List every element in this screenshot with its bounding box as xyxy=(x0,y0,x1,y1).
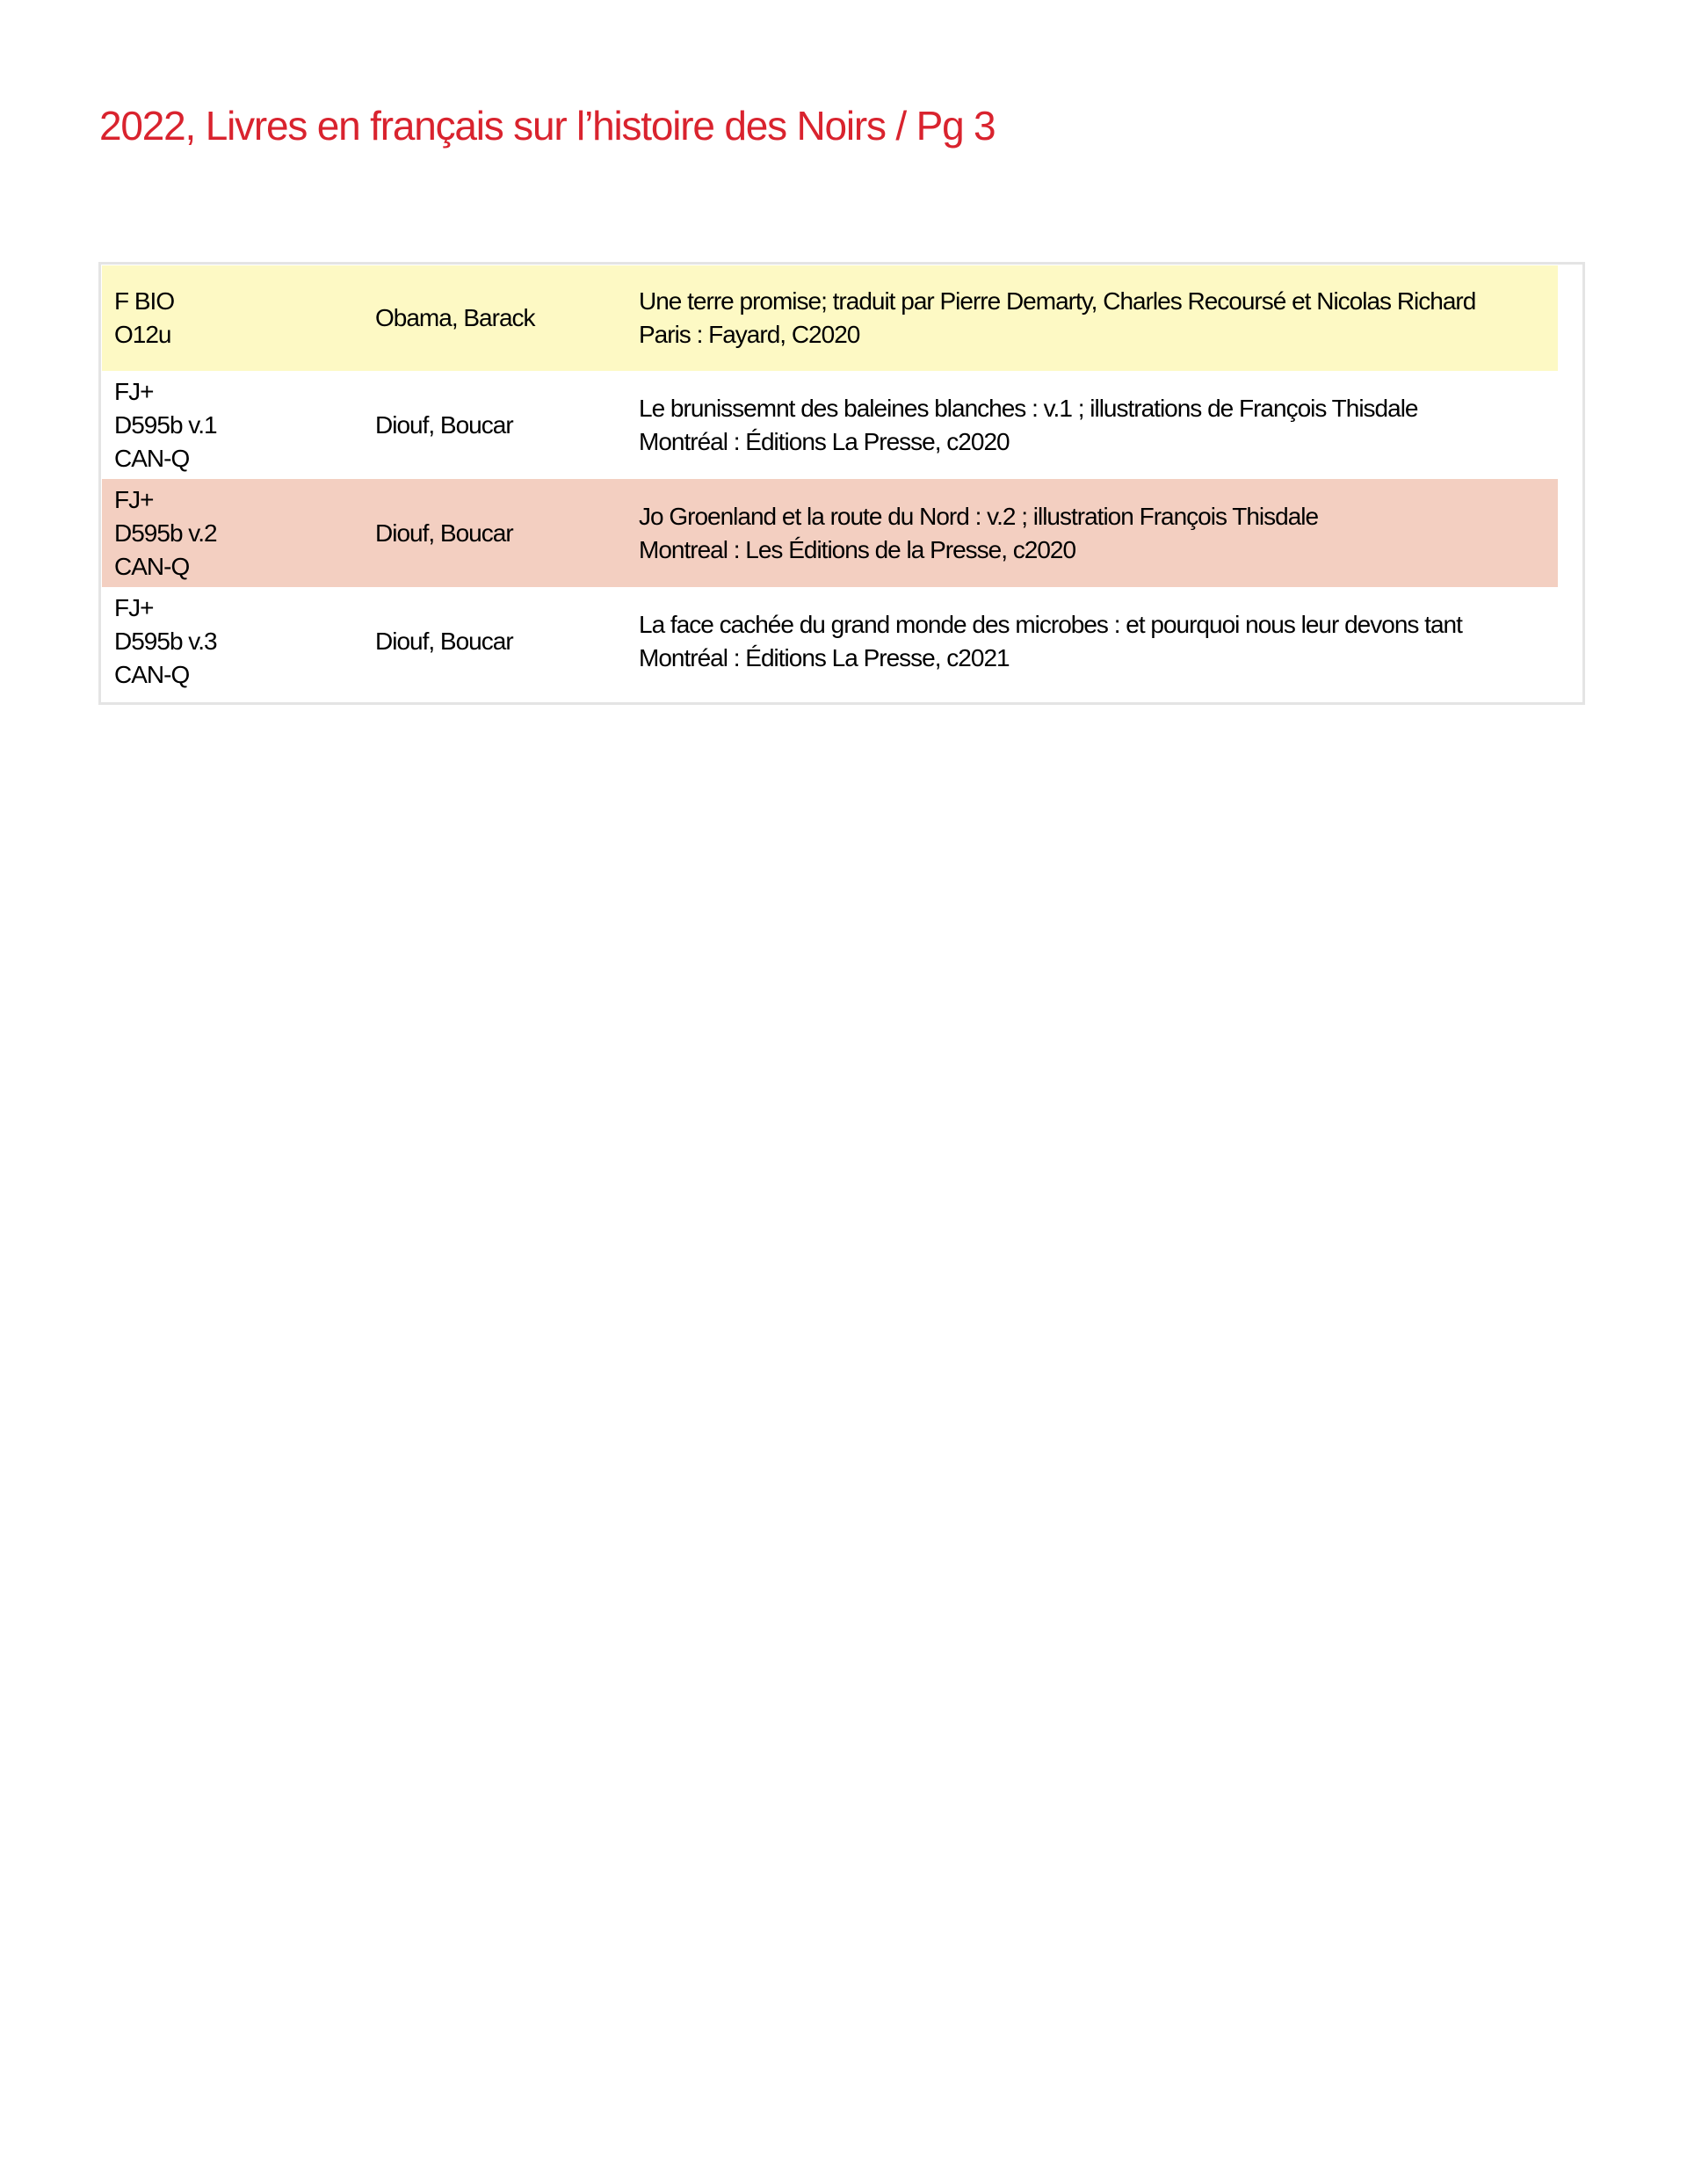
author-cell xyxy=(375,265,639,371)
call-number-line: CAN-Q xyxy=(114,552,190,580)
publication-info: Montréal : Éditions La Presse, c2021 xyxy=(639,643,1010,671)
author-cell xyxy=(375,479,639,587)
author-name: Diouf, Boucar xyxy=(375,627,513,655)
description-cell xyxy=(639,479,1558,587)
table-row xyxy=(102,479,1558,587)
description-cell xyxy=(639,371,1558,479)
description-cell xyxy=(639,265,1558,371)
call-number-line: F BIO xyxy=(114,287,175,315)
author-name: Obama, Barack xyxy=(375,304,535,331)
author-name: Diouf, Boucar xyxy=(375,410,513,439)
call-number-line: FJ+ xyxy=(114,377,154,405)
call-number-line: D595b v.2 xyxy=(114,519,217,547)
book-title: Une terre promise; traduit par Pierre Demarty, Charles Recoursé et Nicolas Richard xyxy=(639,287,1476,315)
call-number-line: FJ+ xyxy=(114,593,154,621)
table-row xyxy=(102,265,1558,371)
page-title: 2022, Livres en français sur l’histoire des Noirs / Pg 3 xyxy=(99,103,996,149)
table-row xyxy=(102,587,1558,695)
call-number-line: CAN-Q xyxy=(114,444,190,472)
author-name: Diouf, Boucar xyxy=(375,519,513,547)
publication-info: Montreal : Les Éditions de la Presse, c2020 xyxy=(639,535,1076,563)
author-cell xyxy=(375,371,639,479)
call-number-cell xyxy=(102,265,375,371)
call-number-line: O12u xyxy=(114,321,171,348)
book-title: Le brunissemnt des baleines blanches : v.1 ; illustrations de François Thisdale xyxy=(639,394,1418,422)
call-number-cell xyxy=(102,587,375,695)
call-number-line: D595b v.3 xyxy=(114,627,217,655)
call-number-cell xyxy=(102,479,375,587)
author-cell xyxy=(375,587,639,695)
catalog-table-frame xyxy=(98,262,1585,705)
call-number-line: CAN-Q xyxy=(114,660,190,688)
call-number-line: FJ+ xyxy=(114,485,154,513)
catalog-table xyxy=(102,265,1558,695)
publication-info: Montréal : Éditions La Presse, c2020 xyxy=(639,427,1010,455)
table-row xyxy=(102,371,1558,479)
call-number-line: D595b v.1 xyxy=(114,410,217,439)
book-title: Jo Groenland et la route du Nord : v.2 ; illustration François Thisdale xyxy=(639,502,1319,530)
book-title: La face cachée du grand monde des microbes : et pourquoi nous leur devons tant xyxy=(639,610,1462,638)
publication-info: Paris : Fayard, C2020 xyxy=(639,321,860,348)
call-number-cell xyxy=(102,371,375,479)
description-cell xyxy=(639,587,1558,695)
